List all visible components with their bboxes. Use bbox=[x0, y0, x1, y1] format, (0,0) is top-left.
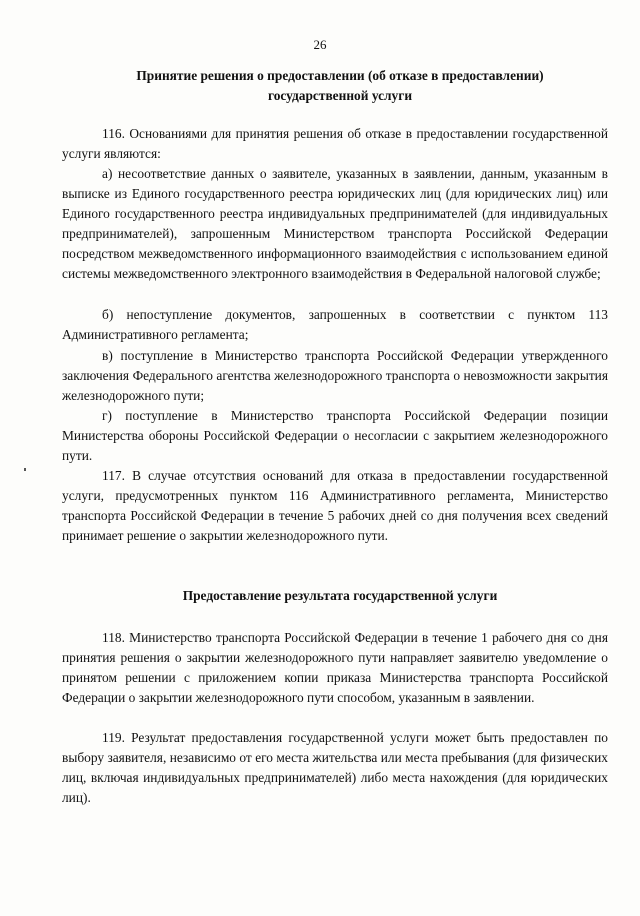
paragraph-116-g: г) поступление в Министерство транспорта Российской Федерации позиции Министерства обороны Российской Федерации о несогласии с закрытием железнодорожного пути. bbox=[62, 408, 608, 463]
page-number: 26 bbox=[313, 37, 327, 52]
paragraph-117: 117. В случае отсутствия оснований для отказа в предоставлении государственной услуги, предусмотренных пунктом 116 Административного регламента, Министерство транспорта Российской Федерации в течение 5 рабочих дней со дня получения всех сведений принимает решение о закрытии железнодорожного пути. bbox=[62, 468, 608, 543]
paragraph-116-b: б) непоступление документов, запрошенных в соответствии с пунктом 113 Административного регламента; bbox=[62, 307, 608, 342]
heading-line: государственной услуги bbox=[267, 88, 413, 103]
heading-line: Принятие решения о предоставлении (об отказе в предоставлении) bbox=[136, 68, 544, 83]
section-heading-decision bbox=[70, 66, 610, 106]
paragraph-116-v: в) поступление в Министерство транспорта Российской Федерации утвержденного заключения Федерального агентства железнодорожного транспорта о невозможности закрытия железнодорожного пути; bbox=[62, 348, 608, 403]
paragraph-116-a: а) несоответствие данных о заявителе, указанных в заявлении, данным, указанным в выписке из Единого государственного реестра юридических лиц (для юридических лиц) или Единого государственного реестра индивидуальных предпринимателей (для индивидуальных предпринимателей), запрошенным Министерством транспорта Российской Федерации посредством межведомственного информационного взаимодействия с использованием единой системы межведомственного электронного взаимодействия в Федеральной налоговой службе; bbox=[62, 166, 608, 281]
section-heading-result: Предоставление результата государственной услуги bbox=[182, 588, 498, 603]
paragraph-118: 118. Министерство транспорта Российской Федерации в течение 1 рабочего дня со дня принятия решения о закрытии железнодорожного пути направляет заявителю уведомление о принятом решении с приложением копии приказа Министерства транспорта Российской Федерации о закрытии железнодорожного пути способом, указанным в заявлении. bbox=[62, 630, 608, 705]
scan-speck bbox=[24, 468, 26, 471]
paragraph-116: 116. Основаниями для принятия решения об отказе в предоставлении государственной услуги являются: bbox=[62, 126, 608, 161]
paragraph-119: 119. Результат предоставления государственной услуги может быть предоставлен по выбору заявителя, независимо от его места жительства или места пребывания (для физических лиц, включая индивидуальных предпринимателей) либо места нахождения (для юридических лиц). bbox=[62, 730, 608, 805]
